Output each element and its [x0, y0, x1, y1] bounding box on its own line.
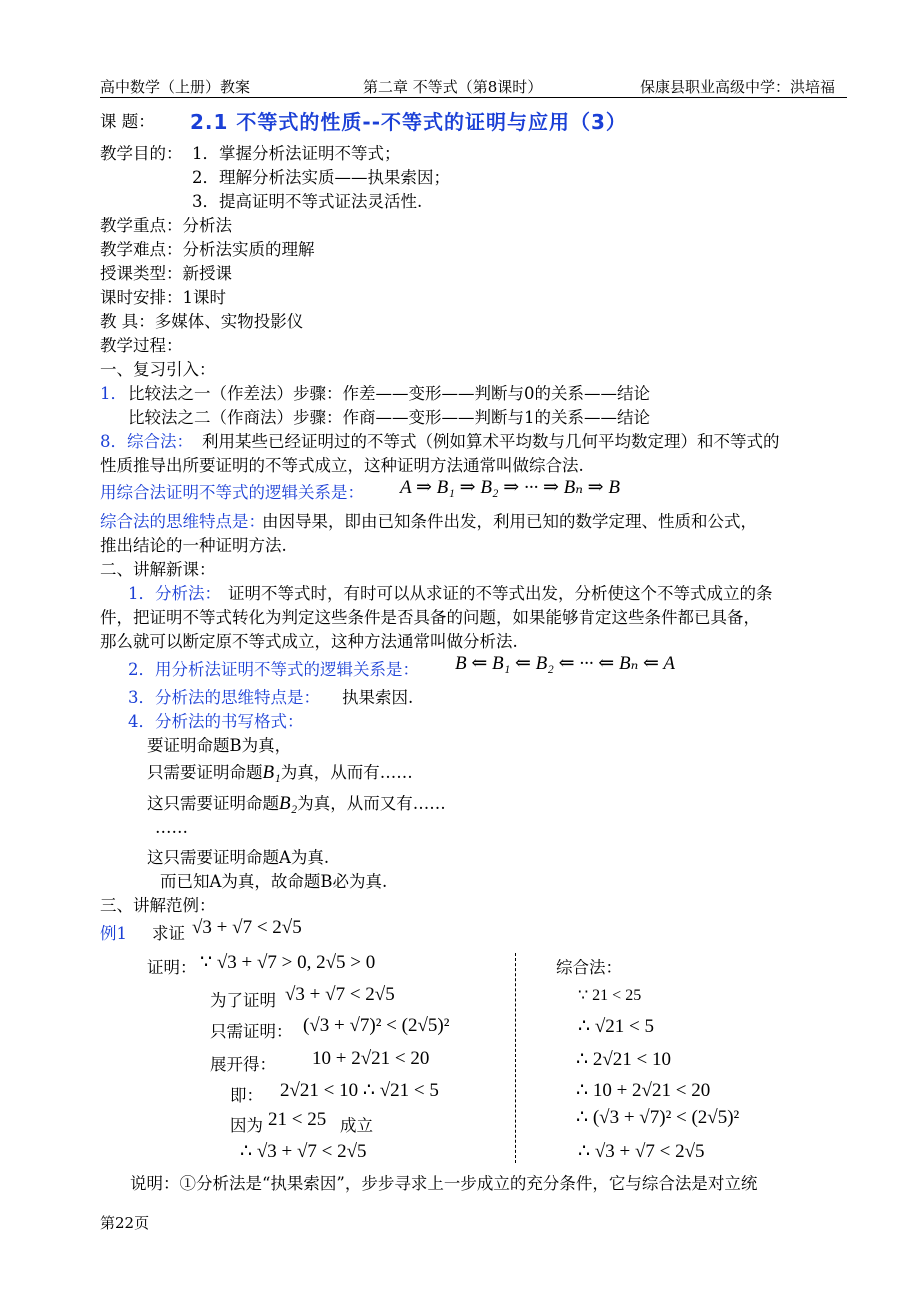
- schedule: 课时安排：1课时: [100, 288, 226, 307]
- page-title: 2.1 不等式的性质--不等式的证明与应用（3）: [190, 110, 627, 134]
- page-number: 第22页: [100, 1214, 150, 1232]
- example-label: 例1: [100, 924, 127, 943]
- difficulty: 教学难点：分析法实质的理解: [100, 240, 315, 259]
- p1-text-c: 那么就可以断定原不等式成立，这种方法通常叫做分析法.: [100, 632, 518, 651]
- format-text: 只需要证明命题: [147, 763, 263, 782]
- p3-label: 3．分析法的思维特点是：: [128, 688, 320, 707]
- p2-label: 2．用分析法证明不等式的逻辑关系是：: [128, 660, 419, 679]
- p1-label: 1．分析法：: [128, 584, 221, 603]
- column-divider: [515, 953, 516, 1163]
- lesson-type: 授课类型：新授课: [100, 264, 232, 283]
- header-left: 高中数学（上册）教案: [100, 78, 251, 96]
- format-line: ……: [155, 818, 188, 837]
- proof-label: 因为: [230, 1116, 263, 1135]
- p1-text-b: 件，把证明不等式转化为判定这些条件是否具备的问题，如果能够肯定这些条件都已具备，: [100, 608, 760, 627]
- p1-text-a: 证明不等式时，有时可以从求证的不等式出发，分析使这个不等式成立的条: [228, 584, 773, 603]
- proof-step: √3 + √7 < 2√5: [285, 984, 395, 1005]
- format-math: B₁: [262, 762, 281, 783]
- purpose-label: 教学目的：: [100, 144, 183, 163]
- proof-label: 即：: [230, 1086, 263, 1105]
- review-line1: 比较法之一（作差法）步骤：作差——变形——判断与0的关系——结论: [128, 384, 650, 403]
- synthetic-step: ∴ √3 + √7 < 2√5: [578, 1141, 705, 1162]
- review-line2: 比较法之二（作商法）步骤：作商——变形——判断与1的关系——结论: [128, 408, 650, 427]
- format-line: 要证明命题B为真，: [147, 736, 292, 755]
- synthetic-step: ∴ 2√21 < 10: [576, 1049, 671, 1070]
- tools: 教 具：多媒体、实物投影仪: [100, 312, 304, 331]
- header-center: 第二章 不等式（第8课时）: [363, 78, 543, 96]
- format-line: 这只需要证明命题A为真.: [147, 848, 330, 867]
- p4-label: 4．分析法的书写格式：: [128, 712, 304, 731]
- topic-label: 课 题：: [100, 112, 155, 131]
- proof-label: 成立: [340, 1116, 373, 1135]
- proof-step: 10 + 2√21 < 20: [312, 1048, 430, 1069]
- review-num1: 1．: [100, 384, 127, 403]
- p2-formula: B ⇐ B₁ ⇐ B₂ ⇐ ··· ⇐ Bₙ ⇐ A: [455, 653, 675, 674]
- new-heading: 二、讲解新课：: [100, 560, 216, 579]
- format-line: [147, 759, 413, 784]
- synthetic-step: ∴ √21 < 5: [578, 1016, 654, 1037]
- header-rule: [100, 97, 847, 98]
- think-label: 综合法的思维特点是：: [100, 512, 265, 531]
- review-line8b: 性质推导出所要证明的不等式成立，这种证明方法通常叫做综合法.: [100, 456, 584, 475]
- format-text: 为真，从而有……: [280, 763, 413, 782]
- proof-label: 证明：: [147, 958, 197, 977]
- format-line: [147, 790, 446, 815]
- format-line: 而已知A为真，故命题B必为真.: [160, 872, 388, 891]
- p3-text: 执果索因.: [342, 688, 414, 707]
- proof-label: 为了证明: [210, 991, 276, 1010]
- synthetic-step: ∵ 21 < 25: [578, 987, 642, 1004]
- purpose-item: 2．理解分析法实质——执果索因；: [192, 168, 450, 187]
- synthetic-step: ∴ (√3 + √7)² < (2√5)²: [576, 1107, 740, 1128]
- purpose-item: 3．提高证明不等式证法灵活性.: [192, 192, 423, 211]
- format-text: 为真，从而又有……: [297, 794, 446, 813]
- examples-heading: 三、讲解范例：: [100, 896, 216, 915]
- proof-step: ∵ √3 + √7 > 0, 2√5 > 0: [200, 952, 376, 973]
- proof-step: 2√21 < 10 ∴ √21 < 5: [280, 1080, 439, 1101]
- review-num8: 8．综合法：: [100, 432, 193, 451]
- proof-step: 21 < 25: [268, 1109, 327, 1130]
- review-heading: 一、复习引入：: [100, 360, 216, 379]
- proof-label: 只需证明：: [210, 1022, 293, 1041]
- process-label: 教学过程：: [100, 336, 183, 355]
- think-text-b: 推出结论的一种证明方法.: [100, 536, 287, 555]
- think-text-a: 由因导果，即由已知条件出发，利用已知的数学定理、性质和公式，: [262, 512, 757, 531]
- logic-formula: A ⇒ B₁ ⇒ B₂ ⇒ ··· ⇒ Bₙ ⇒ B: [400, 477, 620, 498]
- proof-step: (√3 + √7)² < (2√5)²: [303, 1015, 450, 1036]
- review-line8a: 利用某些已经证明过的不等式（例如算术平均数与几何平均数定理）和不等式的: [202, 432, 780, 451]
- note-text: 说明：①分析法是“执果索因”，步步寻求上一步成立的充分条件，它与综合法是对立统: [130, 1174, 758, 1193]
- purpose-item: 1．掌握分析法证明不等式；: [192, 144, 401, 163]
- proof-label: 展开得：: [210, 1055, 276, 1074]
- format-math: B₂: [279, 793, 298, 814]
- synthetic-label: 综合法：: [556, 958, 622, 977]
- proof-step: ∴ √3 + √7 < 2√5: [240, 1141, 367, 1162]
- header-right: 保康县职业高级中学：洪培福: [640, 78, 836, 96]
- synthetic-step: ∴ 10 + 2√21 < 20: [576, 1080, 711, 1101]
- key-point: 教学重点：分析法: [100, 216, 232, 235]
- example-formula: √3 + √7 < 2√5: [192, 917, 302, 938]
- format-text: 这只需要证明命题: [147, 794, 279, 813]
- example-text: 求证: [152, 924, 185, 943]
- logic-label: 用综合法证明不等式的逻辑关系是：: [100, 483, 364, 502]
